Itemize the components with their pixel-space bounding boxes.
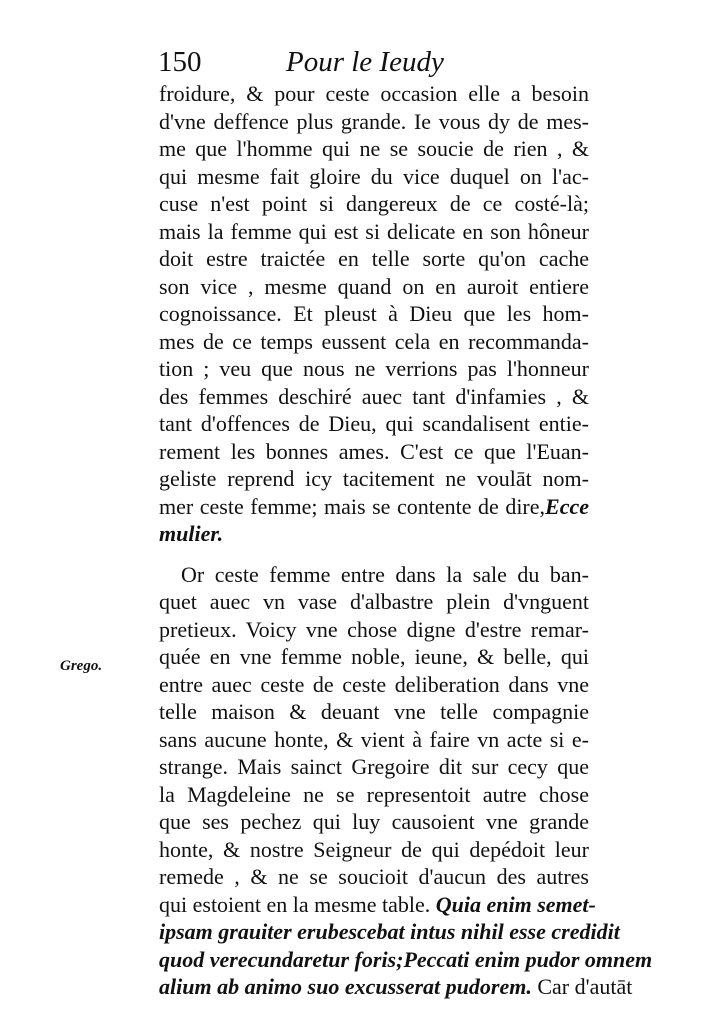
text-line [159, 918, 620, 946]
text-line: tant d'offences de Dieu, qui scandalisent entie- [159, 411, 589, 436]
text-line: cuse n'est point si dangereux de ce costé-là; [159, 191, 589, 216]
text-line: remede , & ne se soucioit d'aucun des autres [159, 864, 589, 889]
text-line: d'vne deffence plus grande. Ie vous dy de mes- [159, 108, 589, 134]
text-line: me que l'homme qui ne se soucie de rien , & [159, 136, 589, 161]
text-line: honte, & nostre Seigneur de qui depédoit leur [159, 836, 589, 862]
text-line: strange. Mais sainct Gregoire dit sur cecy que [159, 754, 589, 779]
body-text [159, 80, 653, 1001]
latin-fragment: ipsam grauiter erubescebat intus nihil esse credidit [159, 919, 620, 944]
text-line: qui mesme fait gloire du vice duquel on l'ac- [159, 163, 589, 189]
text-line: mes de ce temps eussent cela en recommanda- [159, 328, 589, 354]
text-line: entre auec ceste de ceste deliberation dans vne [159, 671, 589, 697]
text-line: froidure, & pour ceste occasion elle a besoin [159, 81, 589, 106]
text-line: la Magdeleine ne se representoit autre chose [159, 781, 589, 807]
text-line: sans aucune honte, & vient à faire vn acte si e- [159, 726, 589, 752]
text-line: mais la femme qui est si delicate en son hôneur [159, 218, 589, 244]
text-line: quet auec vn vase d'albastre plein d'vnguent [159, 589, 589, 614]
running-title: Pour le Ieudy [286, 46, 444, 78]
paragraph-gap [159, 548, 589, 561]
latin-fragment: Peccati enim pudor omnem [403, 946, 653, 972]
text-fragment: Car d'autāt [537, 974, 633, 999]
text-fragment: qui estoient en la mesme table. [159, 891, 431, 917]
text-line: cognoissance. Et pleust à Dieu que les hom- [159, 301, 589, 326]
text-line: quée en vne femme noble, ieune, & belle, qui [159, 644, 589, 669]
text-line: geliste reprend icy tacitement ne voulāt nom- [159, 466, 589, 491]
text-line: pretieux. Voicy vne chose digne d'estre remar- [159, 616, 589, 642]
latin-fragment: Ecce [545, 493, 589, 519]
text-line [159, 973, 633, 1001]
text-line [159, 891, 596, 919]
page-number: 150 [158, 46, 202, 78]
text-line: Or ceste femme entre dans la sale du ban- [181, 561, 589, 587]
running-head [158, 42, 598, 82]
text-line: tion ; veu que nous ne verrions pas l'honneur [159, 356, 589, 381]
latin-fragment: Quia enim semet- [435, 891, 596, 917]
text-line: des femmes deschiré auec tant d'infamies , & [159, 383, 589, 409]
latin-fragment: mulier. [159, 521, 224, 546]
text-line: telle maison & deuant vne telle compagnie [159, 699, 589, 724]
text-line [159, 520, 589, 548]
text-fragment: mer ceste femme; mais se contente de dire, [159, 493, 546, 519]
latin-fragment: alium ab animo suo excusserat pudorem. [159, 974, 532, 999]
text-line [159, 493, 589, 521]
text-line: son vice , mesme quand on en auroit entiere [159, 273, 589, 299]
text-line [159, 946, 653, 974]
margin-note: Grego. [60, 658, 103, 674]
text-line: rement les bonnes ames. C'est ce que l'Euan- [159, 438, 589, 464]
latin-fragment: quod verecundaretur foris; [159, 946, 404, 972]
text-line: que ses pechez qui luy causoient vne grande [159, 809, 589, 834]
text-line: doit estre traictée en telle sorte qu'on cache [159, 246, 589, 271]
